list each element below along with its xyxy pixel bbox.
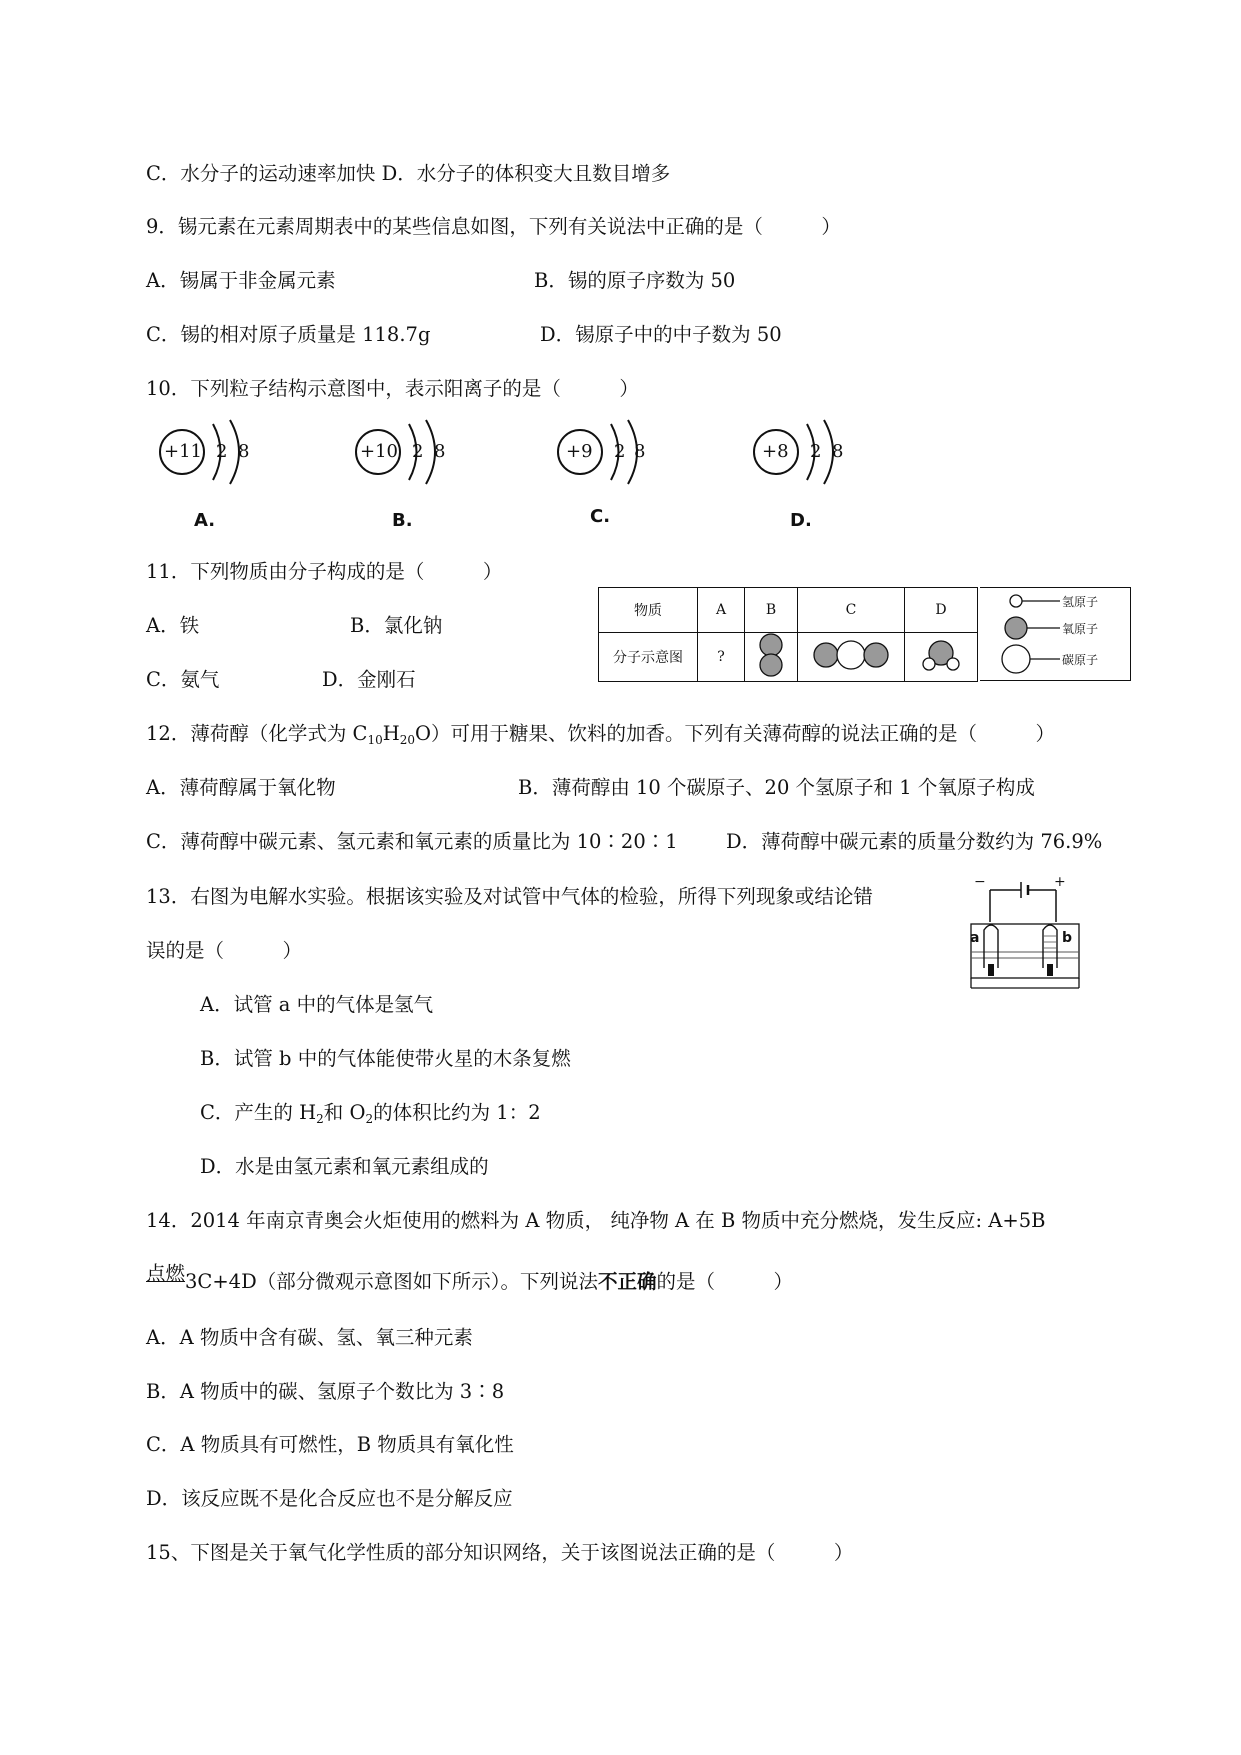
atom-diagram-c (556, 418, 666, 527)
q14-stem2-pre: 3C+4D（部分微观示意图如下所示）。下列说法 (185, 1270, 598, 1293)
molecule-b-icon (756, 633, 786, 677)
q12-option-b: B．薄荷醇由 10 个碳原子、20 个氢原子和 1 个氧原子构成 (518, 776, 1035, 799)
table-cell-c (798, 633, 905, 682)
legend-icons (980, 588, 1130, 680)
table-row-label: 分子示意图 (599, 633, 698, 682)
table-header-a: A (698, 588, 745, 633)
atom-diagram-b (354, 418, 464, 531)
q14-stem2-post: 的是（ ） (656, 1270, 794, 1293)
table-cell-a: ? (698, 633, 745, 682)
legend-oxygen: 氧原子 (1062, 622, 1099, 636)
q14-option-b: B．A 物质中的碳、氢原子个数比为 3∶8 (146, 1380, 505, 1403)
q13-c-mid: 和 O (323, 1101, 366, 1124)
q13-stem-line1: 13．右图为电解水实验。根据该实验及对试管中气体的检验，所得下列现象或结论错 (146, 885, 873, 908)
q13-option-d: D．水是由氢元素和氧元素组成的 (200, 1155, 489, 1178)
atom-e1-d: 2 (810, 441, 822, 462)
legend-carbon: 碳原子 (1062, 653, 1099, 667)
atom-e2-c: 8 (634, 441, 646, 462)
q15-stem: 15、下图是关于氧气化学性质的部分知识网络，关于该图说法正确的是（ ） (146, 1541, 854, 1564)
q11-option-d: D．金刚石 (322, 668, 416, 691)
q9-option-a: A．锡属于非金属元素 (146, 269, 336, 292)
molecule-table (598, 587, 978, 682)
atom-e1-b: 2 (412, 441, 424, 462)
q12-option-d: D．薄荷醇中碳元素的质量分数约为 76.9% (726, 830, 1103, 853)
q12-stem-post: O）可用于糖果、饮料的加香。下列有关薄荷醇的说法正确的是（ ） (415, 722, 1056, 745)
atom-e1-c: 2 (614, 441, 626, 462)
atom-nucleus-b: +10 (360, 441, 398, 462)
q10-stem: 10．下列粒子结构示意图中，表示阳离子的是（ ） (146, 377, 639, 400)
q13-option-c (200, 1101, 541, 1125)
q12-option-a: A．薄荷醇属于氧化物 (146, 776, 336, 799)
atom-nucleus-d: +8 (762, 441, 789, 462)
table-header-d: D (905, 588, 978, 633)
molecule-d-icon (921, 637, 961, 673)
q12-sub-20: 20 (399, 733, 416, 747)
q13-option-a: A．试管 a 中的气体是氢气 (200, 993, 434, 1016)
atom-label-d: D. (790, 510, 812, 531)
q13-c-sub1: 2 (316, 1112, 324, 1126)
electrolysis-minus: − (974, 874, 986, 890)
atom-label-b: B. (392, 510, 413, 531)
q11-option-b: B．氯化钠 (350, 614, 443, 637)
q9-option-b: B．锡的原子序数为 50 (534, 269, 736, 292)
q13-option-b: B．试管 b 中的气体能使带火星的木条复燃 (200, 1047, 571, 1070)
atom-e2-d: 8 (832, 441, 844, 462)
atom-diagram-d (752, 418, 862, 531)
table-cell-b (745, 633, 798, 682)
atom-nucleus-c: +9 (566, 441, 593, 462)
q13-c-sub2: 2 (365, 1112, 374, 1126)
q8-options-cd: C．水分子的运动速率加快 D．水分子的体积变大且数目增多 (146, 162, 671, 185)
q12-stem-pre: 12．薄荷醇（化学式为 C (146, 722, 368, 745)
electrolysis-label-a: a (970, 930, 980, 946)
q12-option-c: C．薄荷醇中碳元素、氢元素和氧元素的质量比为 10∶20∶1 (146, 830, 678, 853)
atom-e2-a: 8 (238, 441, 250, 462)
atom-label-a: A. (194, 510, 216, 531)
legend-hydrogen: 氢原子 (1062, 595, 1099, 609)
electrolysis-plus: + (1054, 874, 1066, 890)
atom-legend (980, 587, 1131, 681)
q12-stem (146, 722, 1055, 746)
q14-option-a: A．A 物质中含有碳、氢、氧三种元素 (146, 1326, 473, 1349)
atom-e1-a: 2 (216, 441, 228, 462)
electrolysis-label-b: b (1062, 930, 1073, 946)
electrolysis-figure (966, 874, 1086, 1004)
q11-stem: 11．下列物质由分子构成的是（ ） (146, 560, 503, 583)
q9-stem: 9．锡元素在元素周期表中的某些信息如图，下列有关说法中正确的是（ ） (146, 215, 841, 238)
q9-option-d: D．锡原子中的中子数为 50 (540, 323, 782, 346)
q12-sub-10: 10 (367, 733, 383, 747)
q14-stem-line1: 14．2014 年南京青奥会火炬使用的燃料为 A 物质， 纯净物 A 在 B 物质中充分燃烧，发生反应: A+5B (146, 1209, 1046, 1232)
atom-label-c: C. (590, 506, 611, 527)
atom-e2-b: 8 (434, 441, 446, 462)
q14-condition: 点燃 (146, 1262, 186, 1285)
table-header-substance: 物质 (599, 588, 698, 633)
atom-diagram-a (158, 418, 268, 531)
q13-stem-line2: 误的是（ ） (146, 939, 303, 962)
q14-option-d: D．该反应既不是化合反应也不是分解反应 (146, 1487, 513, 1510)
q11-option-c: C．氨气 (146, 668, 220, 691)
q13-c-pre: C．产生的 H (200, 1101, 317, 1124)
molecule-c-icon (811, 640, 891, 670)
atom-nucleus-a: +11 (164, 441, 202, 462)
q13-c-post: 的体积比约为 1：2 (373, 1101, 541, 1124)
table-header-c: C (798, 588, 905, 633)
q14-option-c: C．A 物质具有可燃性，B 物质具有氧化性 (146, 1433, 514, 1456)
q9-option-c: C．锡的相对原子质量是 118.7g (146, 323, 431, 346)
q11-option-a: A．铁 (146, 614, 200, 637)
table-cell-d (905, 633, 978, 682)
q14-stem-line2 (146, 1262, 794, 1294)
table-header-b: B (745, 588, 798, 633)
q12-h: H (382, 722, 400, 745)
q14-stem2-bold: 不正确 (597, 1270, 657, 1293)
